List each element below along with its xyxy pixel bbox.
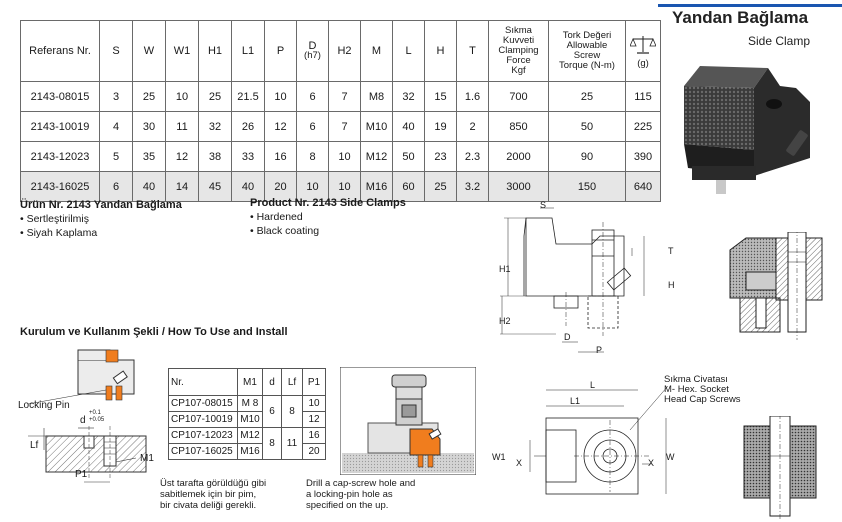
pin-col-nr: Nr. (169, 369, 238, 396)
product-tr-item: • Siyah Kaplama (20, 227, 98, 239)
dim-l-label: L (590, 380, 596, 390)
value-cell: 33 (232, 142, 265, 172)
value-cell: 225 (626, 112, 661, 142)
product-tr-list (20, 212, 97, 240)
ref-cell: 2143-12023 (21, 142, 100, 172)
value-cell: 32 (393, 82, 425, 112)
value-cell: 19 (425, 112, 457, 142)
value-cell: 390 (626, 142, 661, 172)
value-cell: 10 (329, 142, 361, 172)
value-cell: 25 (425, 172, 457, 202)
side-view-drawing (496, 196, 656, 366)
spec-table (20, 20, 661, 202)
value-cell: 20 (265, 172, 297, 202)
value-cell: 26 (232, 112, 265, 142)
value-cell: 2000 (489, 142, 549, 172)
table-row (21, 142, 661, 172)
value-cell: 10 (166, 82, 199, 112)
col-s: S (100, 21, 133, 82)
value-cell: 25 (549, 82, 626, 112)
dim-x2-label: X (648, 458, 655, 468)
pin-table-row: CP107-16025 M16 20 (169, 444, 326, 460)
dim-h-label: H (668, 280, 675, 290)
col-l1: L1 (232, 21, 265, 82)
header-accent-bar (658, 4, 842, 7)
value-cell: 35 (133, 142, 166, 172)
pin-col-lf: Lf (282, 369, 303, 396)
value-cell: 50 (393, 142, 425, 172)
value-cell: 6 (297, 82, 329, 112)
value-cell: 32 (199, 112, 232, 142)
page-title: Yandan Bağlama (672, 8, 809, 27)
table-row (21, 82, 661, 112)
value-cell: 1.6 (457, 82, 489, 112)
product-tr-item: • Sertleştirilmiş (20, 213, 90, 225)
pin-col-m1: M1 (238, 369, 263, 396)
value-cell: 700 (489, 82, 549, 112)
dim-x-label: X (516, 458, 523, 468)
col-d: D (h7) (297, 21, 329, 82)
product-photo (676, 58, 826, 200)
value-cell: 23 (425, 142, 457, 172)
p1-label: P1 (75, 469, 88, 480)
value-cell: 90 (549, 142, 626, 172)
page-subtitle: Side Clamp (748, 34, 811, 48)
value-cell: 4 (100, 112, 133, 142)
dim-p-label: P (596, 345, 603, 355)
value-cell: 21.5 (232, 82, 265, 112)
value-cell: 2.3 (457, 142, 489, 172)
col-t: T (457, 21, 489, 82)
col-h2: H2 (329, 21, 361, 82)
ref-cell: 2143-16025 (21, 172, 100, 202)
locking-pin-label: Locking Pin (18, 400, 70, 411)
dim-h1-label: H1 (499, 264, 511, 274)
value-cell: 3.2 (457, 172, 489, 202)
ref-cell: 2143-08015 (21, 82, 100, 112)
value-cell: 7 (329, 112, 361, 142)
col-l: L (393, 21, 425, 82)
col-ref: Referans Nr. (21, 21, 100, 82)
dim-h2-label: H2 (499, 316, 511, 326)
product-en-title: Product Nr. 2143 Side Clamps (250, 197, 406, 209)
value-cell: 45 (199, 172, 232, 202)
product-en-item: • Hardened (250, 211, 303, 223)
pin-table-row: CP107-08015 M 8 6 8 10 (169, 396, 326, 412)
scale-icon (630, 34, 656, 56)
col-h: H (425, 21, 457, 82)
note-en: Drill a cap-screw hole and a locking-pin hole as specified on the up. (306, 478, 416, 511)
value-cell: 7 (329, 82, 361, 112)
usage-title: Kurulum ve Kullanım Şekli / How To Use and Install (20, 326, 288, 338)
value-cell: 30 (133, 112, 166, 142)
mounting-illustration (340, 367, 476, 475)
value-cell: 150 (549, 172, 626, 202)
pin-col-p1: P1 (303, 369, 326, 396)
section-drawing (726, 232, 826, 344)
value-cell: 12 (265, 112, 297, 142)
d-tol-upper: +0.1 (89, 410, 101, 416)
value-cell: M16 (361, 172, 393, 202)
note-tr: Üst tarafta görüldüğü gibi sabitlemek için bir pim, bir civata deliği gerekli. (160, 478, 267, 511)
value-cell: 10 (265, 82, 297, 112)
col-weight: (g) (626, 21, 661, 82)
value-cell: 40 (133, 172, 166, 202)
d-tol-lower: +0.05 (89, 417, 105, 423)
value-cell: 25 (133, 82, 166, 112)
screw-label: Sıkma Civatası M- Hex. Socket Head Cap Screws (664, 374, 741, 405)
value-cell: 115 (626, 82, 661, 112)
col-h1: H1 (199, 21, 232, 82)
value-cell: 25 (199, 82, 232, 112)
value-cell: 10 (329, 172, 361, 202)
d-label: d (80, 415, 86, 426)
ref-cell: 2143-10019 (21, 112, 100, 142)
col-torque: Tork Değeri Allowable Screw Torque (N-m) (549, 21, 626, 82)
m1-label: M1 (140, 453, 154, 464)
value-cell: 40 (393, 112, 425, 142)
value-cell: 38 (199, 142, 232, 172)
value-cell: 50 (549, 112, 626, 142)
col-m: M (361, 21, 393, 82)
col-w: W (133, 21, 166, 82)
value-cell: 11 (166, 112, 199, 142)
col-w1: W1 (166, 21, 199, 82)
pin-table-header (169, 369, 326, 396)
dim-t-label: T (668, 246, 674, 256)
value-cell: 60 (393, 172, 425, 202)
pin-col-d: d (263, 369, 282, 396)
value-cell: 8 (297, 142, 329, 172)
value-cell: 850 (489, 112, 549, 142)
dim-d-label: D (564, 332, 571, 342)
pin-table-row: CP107-12023 M12 8 11 16 (169, 428, 326, 444)
value-cell: M8 (361, 82, 393, 112)
dim-w-label: W (666, 452, 675, 462)
value-cell: 16 (265, 142, 297, 172)
value-cell: 10 (297, 172, 329, 202)
value-cell: M12 (361, 142, 393, 172)
dim-l1-label: L1 (570, 396, 581, 406)
value-cell: 3 (100, 82, 133, 112)
lf-label: Lf (30, 440, 39, 451)
value-cell: 5 (100, 142, 133, 172)
col-p: P (265, 21, 297, 82)
product-tr-title: Ürün Nr. 2143 Yandan Bağlama (20, 199, 182, 211)
col-force: Sıkma Kuvveti Clamping Force Kgf (489, 21, 549, 82)
value-cell: 40 (232, 172, 265, 202)
product-en-list (250, 210, 319, 238)
value-cell: 15 (425, 82, 457, 112)
pin-table (168, 368, 326, 460)
dim-w1-label: W1 (492, 452, 506, 462)
value-cell: 2 (457, 112, 489, 142)
value-cell: 3000 (489, 172, 549, 202)
dim-s-label: S (540, 200, 547, 210)
cap-screw-drawing (740, 416, 820, 520)
table-row (21, 112, 661, 142)
value-cell: 6 (297, 112, 329, 142)
value-cell: 12 (166, 142, 199, 172)
value-cell: M10 (361, 112, 393, 142)
value-cell: 6 (100, 172, 133, 202)
value-cell: 640 (626, 172, 661, 202)
top-view-drawing (490, 380, 680, 510)
product-en-item: • Black coating (250, 225, 320, 237)
pin-table-row: CP107-10019 M10 12 (169, 412, 326, 428)
spec-table-header (21, 21, 661, 82)
value-cell: 14 (166, 172, 199, 202)
